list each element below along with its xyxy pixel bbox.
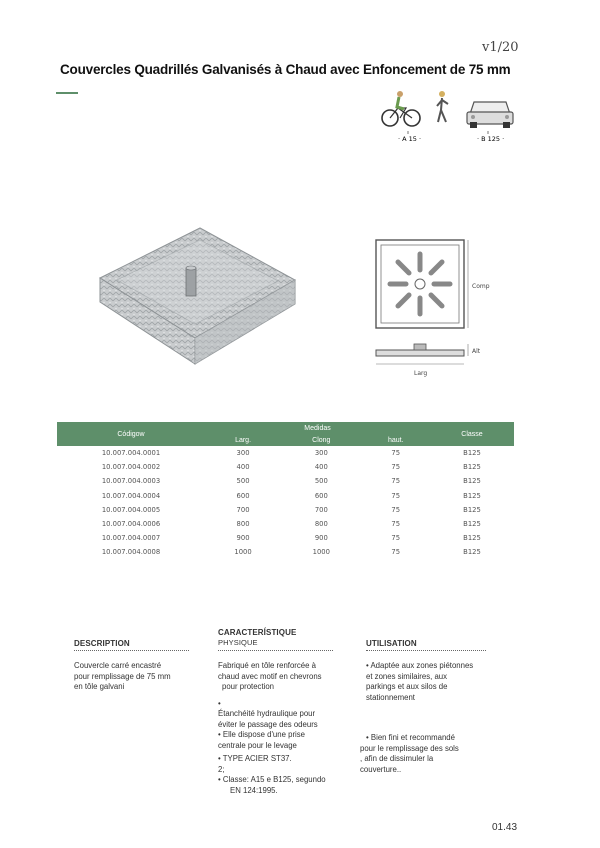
cell-haut: 75 <box>391 449 401 458</box>
cell-code: 10.007.004.0008 <box>101 548 161 557</box>
cell-larg: 500 <box>236 477 250 486</box>
cell-clong: 900 <box>314 534 328 543</box>
table-row <box>57 503 514 517</box>
table-row <box>57 489 514 503</box>
technical-drawing-svg <box>368 232 498 382</box>
table-row <box>57 474 514 488</box>
usage-icons-svg <box>378 88 518 148</box>
col-header-clong: Clong <box>281 435 361 446</box>
usage-icons <box>378 88 518 148</box>
characteristics-line: • <box>218 698 221 708</box>
table-row <box>57 460 514 474</box>
characteristics-line: Étanchéité hydraulique pour <box>218 709 316 718</box>
cell-haut: 75 <box>391 534 401 543</box>
characteristics-line: centrale pour le levage <box>218 740 297 750</box>
cell-clong: 1000 <box>312 548 330 557</box>
characteristics-line: chaud avec motif en chevrons <box>218 671 322 681</box>
cell-classe: B125 <box>463 449 481 458</box>
cell-classe: B125 <box>463 491 481 500</box>
cell-code: 10.007.004.0005 <box>101 505 161 514</box>
cell-haut: 75 <box>391 491 401 500</box>
utilisation-line: pour le remplissage des sols <box>360 743 459 753</box>
cell-larg: 300 <box>236 449 250 458</box>
characteristics-line: éviter le passage des odeurs <box>218 719 318 729</box>
cell-code: 10.007.004.0003 <box>101 477 161 486</box>
technical-drawing <box>368 232 498 382</box>
characteristics-line: 2; <box>218 764 225 774</box>
page-title: Couvercles Quadrillés Galvanisés à Chaud avec Enfoncement de 75 mm <box>60 62 511 77</box>
characteristics-text <box>218 661 358 796</box>
cell-clong: 400 <box>314 463 328 472</box>
table-row <box>57 446 514 460</box>
cell-classe: B125 <box>463 463 481 472</box>
dimensions-table <box>57 422 514 560</box>
utilisation-text-1 <box>366 661 506 703</box>
characteristics-line: • Elle dispose d'une prise <box>218 730 306 739</box>
cell-haut: 75 <box>391 477 401 486</box>
col-header-haut: haut. <box>362 435 430 446</box>
car-icon <box>467 102 513 128</box>
characteristics-heading: CARACTERÍSTIQUE <box>218 628 297 637</box>
table-row <box>57 531 514 545</box>
cell-clong: 700 <box>314 505 328 514</box>
utilisation-line: parkings et aux silos de <box>366 682 448 691</box>
version-label: v1/20 <box>482 40 519 55</box>
cell-clong: 800 <box>314 520 328 529</box>
cell-larg: 900 <box>236 534 250 543</box>
description-text <box>74 661 204 693</box>
utilisation-heading: UTILISATION <box>366 639 417 648</box>
cell-classe: B125 <box>463 534 481 543</box>
characteristics-subheading: PHYSIQUE <box>218 638 258 647</box>
utilisation-divider <box>366 649 486 651</box>
cell-clong: 300 <box>314 449 328 458</box>
cell-haut: 75 <box>391 548 401 557</box>
description-divider <box>74 649 189 651</box>
cell-code: 10.007.004.0004 <box>101 491 161 500</box>
cell-classe: B125 <box>463 477 481 486</box>
table-row <box>57 545 514 559</box>
cell-larg: 1000 <box>234 548 252 557</box>
cell-classe: B125 <box>463 548 481 557</box>
pedestrian-class-label: · A 15 · <box>398 135 422 143</box>
characteristics-divider <box>218 649 333 651</box>
col-header-medidas: Medidas <box>205 422 430 435</box>
cell-code: 10.007.004.0006 <box>101 520 161 529</box>
cell-code: 10.007.004.0002 <box>101 463 161 472</box>
description-line: en tôle galvani <box>74 682 125 691</box>
description-line: pour remplissage de 75 mm <box>74 671 171 681</box>
cell-clong: 600 <box>314 491 328 500</box>
pedestrian-icon <box>437 91 448 122</box>
utilisation-line: stationnement <box>366 692 415 702</box>
utilisation-text-2 <box>360 733 510 775</box>
characteristics-line: Fabriqué en tôle renforcée à <box>218 661 316 670</box>
cell-haut: 75 <box>391 520 401 529</box>
title-accent-bar <box>56 92 78 94</box>
larg-dimension-label: Larg <box>414 370 428 377</box>
cell-classe: B125 <box>463 520 481 529</box>
cell-larg: 600 <box>236 491 250 500</box>
utilisation-line: couverture.. <box>360 764 402 774</box>
product-photo-svg <box>95 220 300 370</box>
utilisation-line: , afin de dissimuler la <box>360 754 434 763</box>
description-heading: DESCRIPTION <box>74 639 130 648</box>
comp-dimension-label: Comp <box>472 283 490 290</box>
vehicle-class-label: · B 125 · <box>477 135 505 143</box>
cell-larg: 700 <box>236 505 250 514</box>
table-row <box>57 517 514 531</box>
cell-haut: 75 <box>391 505 401 514</box>
characteristics-line: • TYPE ACIER ST37. <box>218 754 292 763</box>
col-header-code: Códigow <box>57 422 205 446</box>
characteristics-line: pour protection <box>222 682 275 691</box>
col-header-larg: Larg. <box>205 435 281 446</box>
product-photo <box>95 220 300 370</box>
utilisation-line: • Adaptée aux zones piétonnes <box>366 661 474 670</box>
col-header-classe: Classe <box>430 422 514 446</box>
cell-larg: 400 <box>236 463 250 472</box>
characteristics-line: EN 124:1995. <box>230 785 278 795</box>
cyclist-icon <box>382 91 420 126</box>
cell-haut: 75 <box>391 463 401 472</box>
characteristics-line: • Classe: A15 e B125, segundo <box>218 775 326 784</box>
cell-code: 10.007.004.0001 <box>101 449 161 458</box>
cell-larg: 800 <box>236 520 250 529</box>
alt-dimension-label: Alt <box>472 348 481 355</box>
description-line: Couvercle carré encastré <box>74 661 162 670</box>
cell-clong: 500 <box>314 477 328 486</box>
cell-classe: B125 <box>463 505 481 514</box>
cell-code: 10.007.004.0007 <box>101 534 161 543</box>
page-number: 01.43 <box>492 822 518 833</box>
utilisation-line: et zones similaires, aux <box>366 671 448 681</box>
utilisation-line: • Bien fini et recommandé <box>366 733 455 742</box>
